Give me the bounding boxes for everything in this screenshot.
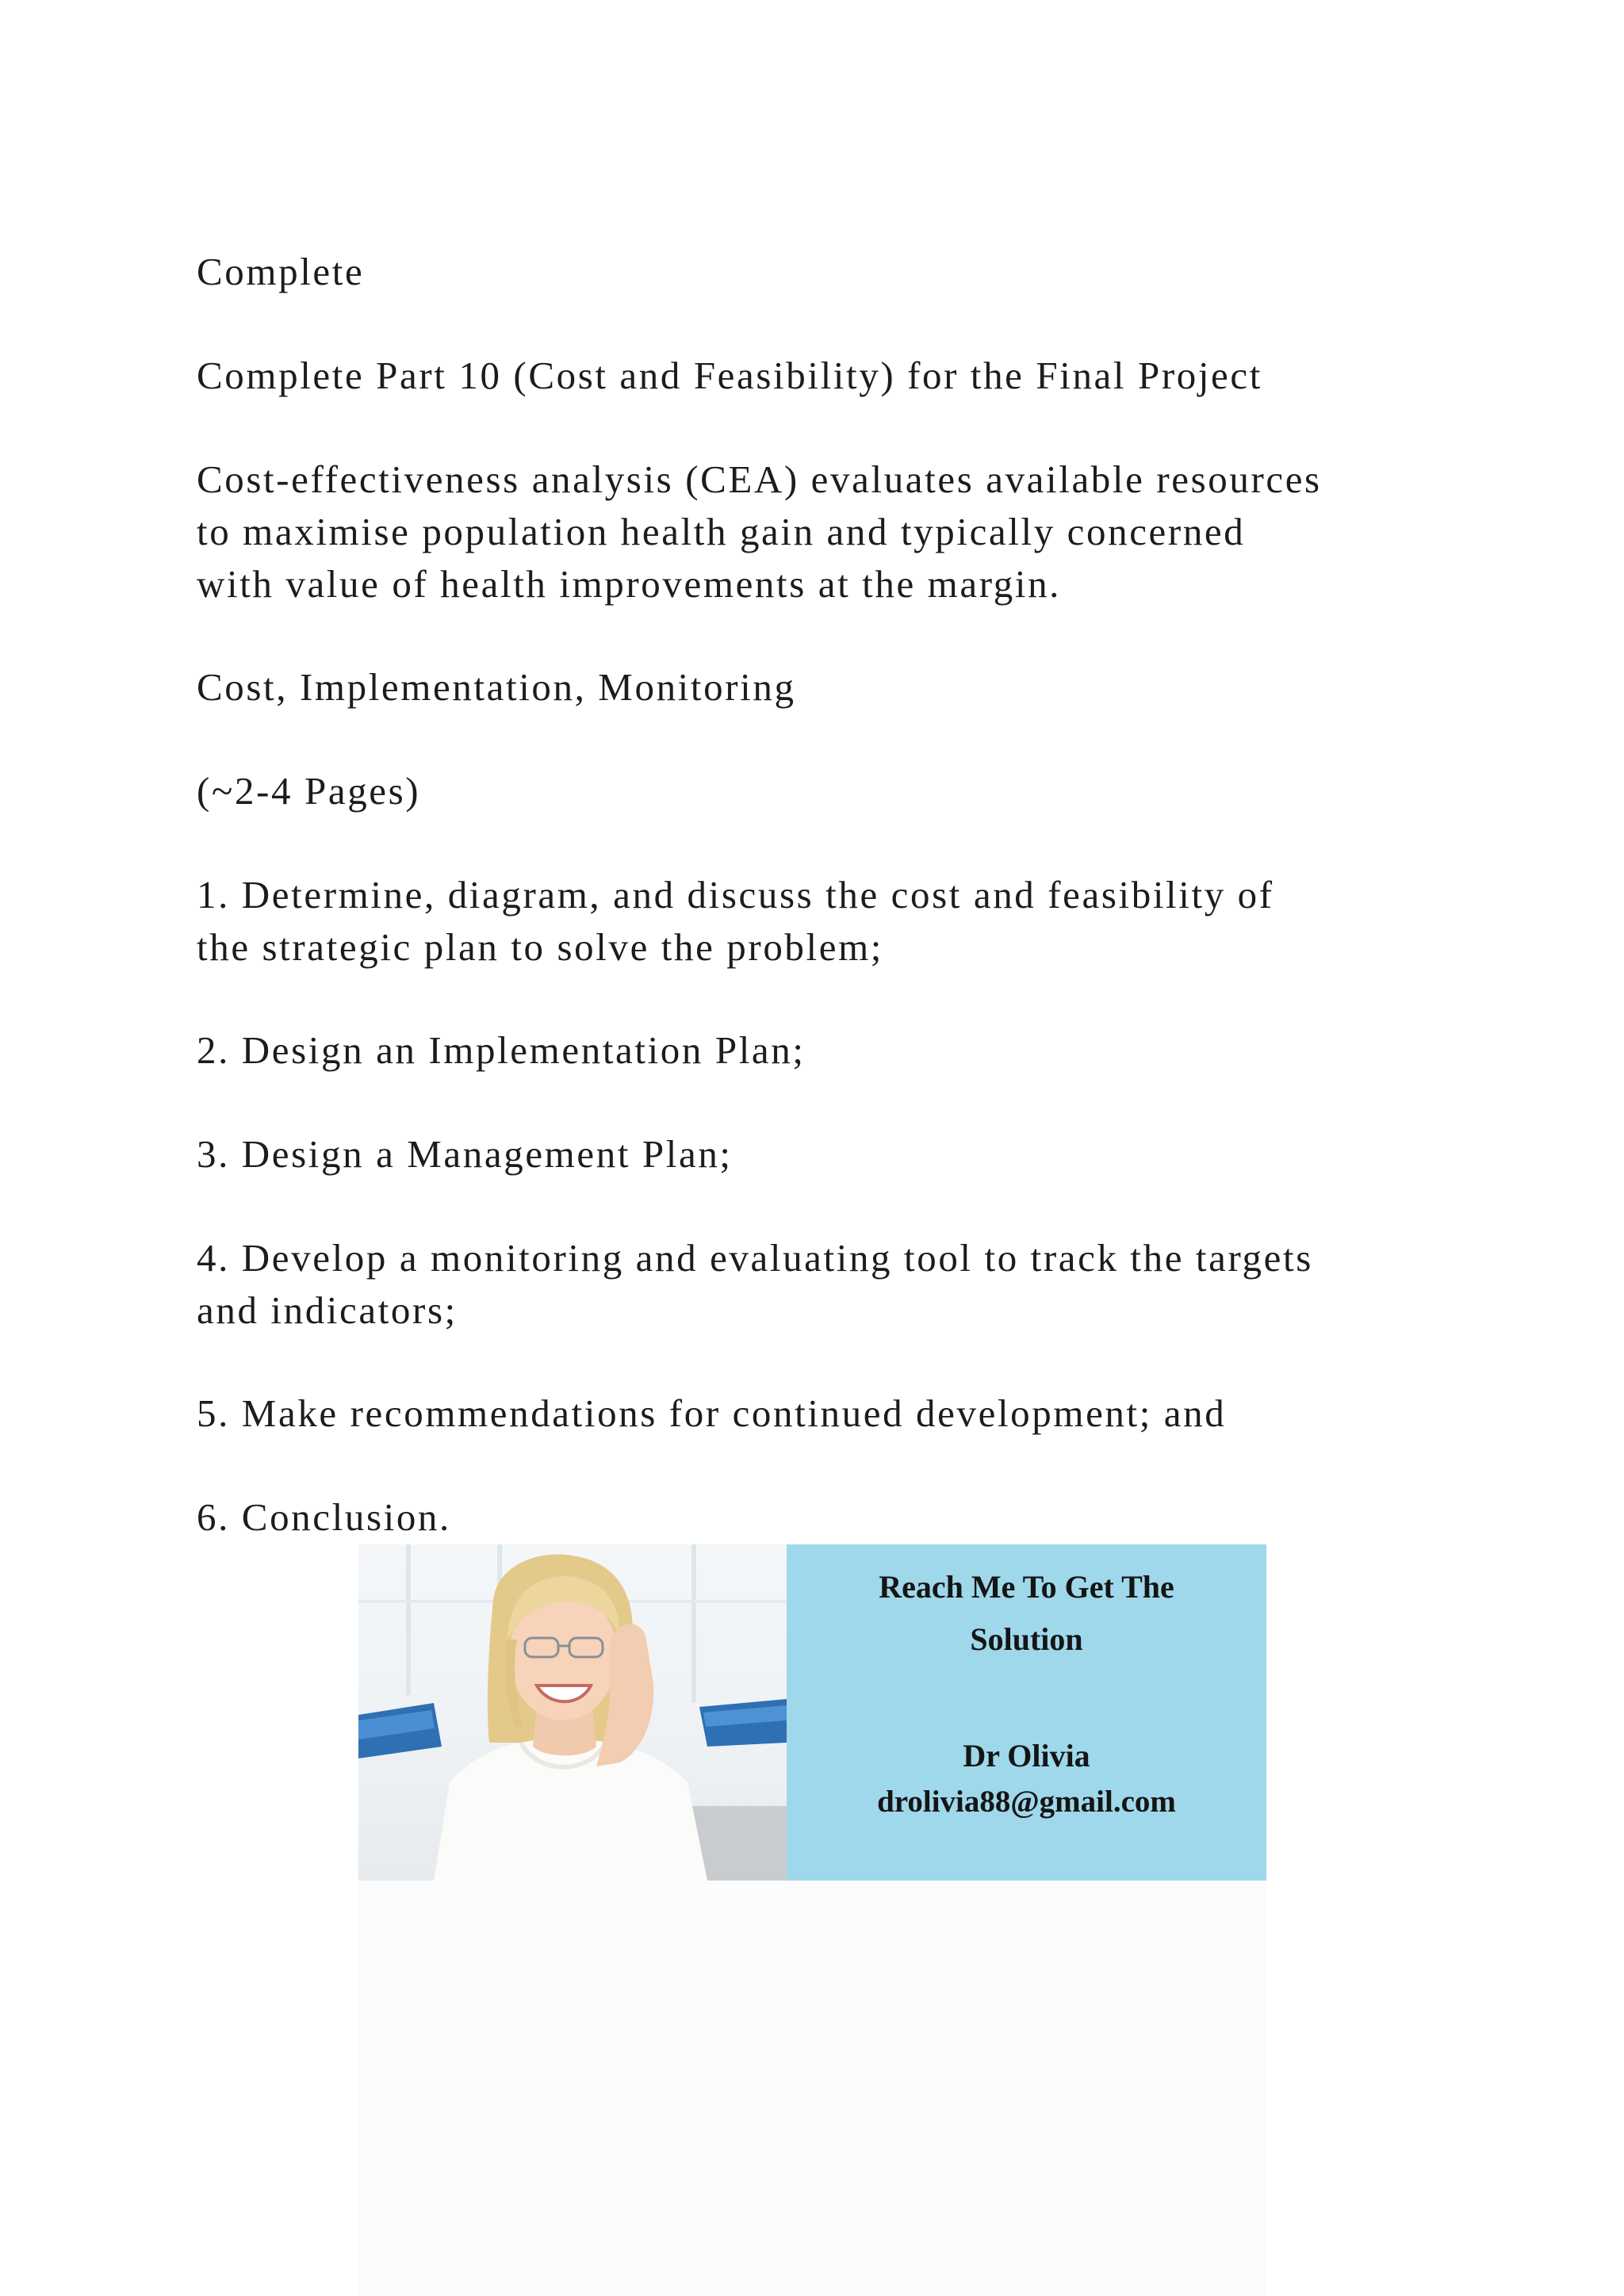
- document-subtitle: Complete Part 10 (Cost and Feasibility) for the Final Project: [197, 354, 1262, 397]
- smiling-woman-photo-icon: [358, 1544, 787, 1881]
- cea-paragraph: Cost-effectiveness analysis (CEA) evaluates available resources to maximise population health gain and typically concerned with value of health improvements at the margin.: [197, 457, 1322, 606]
- list-item: 6. Conclusion.: [197, 1495, 451, 1539]
- list-item: 4. Develop a monitoring and evaluating tool to track the targets and indicators;: [197, 1236, 1313, 1332]
- banner-headline: Reach Me To Get The: [879, 1569, 1174, 1605]
- contact-email[interactable]: drolivia88@gmail.com: [877, 1785, 1176, 1819]
- topics-line: Cost, Implementation, Monitoring: [197, 665, 796, 709]
- contact-banner: [358, 1544, 1266, 1881]
- woman-portrait-icon: [358, 1544, 787, 1881]
- contact-panel: [787, 1544, 1266, 1881]
- document-heading: Complete: [197, 250, 365, 293]
- blank-area: [358, 1881, 1266, 2296]
- list-item: 1. Determine, diagram, and discuss the cost and feasibility of the strategic plan to solve the problem;: [197, 873, 1274, 969]
- page-range-line: (~2-4 Pages): [197, 769, 421, 813]
- list-item: 2. Design an Implementation Plan;: [197, 1028, 806, 1072]
- contact-name: Dr Olivia: [963, 1738, 1090, 1774]
- banner-headline-2: Solution: [970, 1621, 1083, 1657]
- list-item: 3. Design a Management Plan;: [197, 1132, 733, 1176]
- list-item: 5. Make recommendations for continued development; and: [197, 1391, 1227, 1435]
